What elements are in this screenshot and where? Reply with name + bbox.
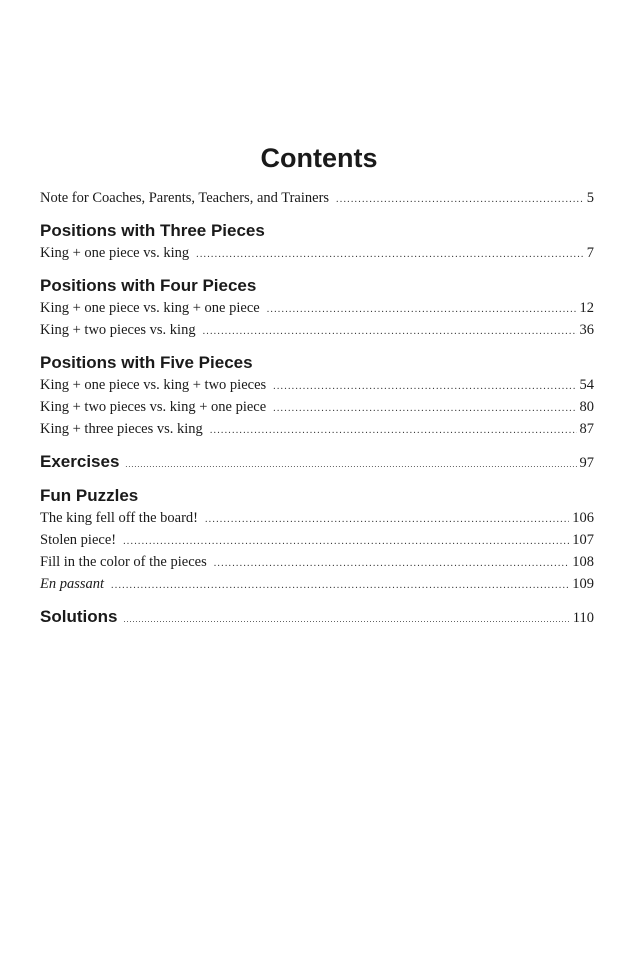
dot-leader xyxy=(203,321,577,343)
dot-leader xyxy=(336,189,584,211)
section-heading-four-pieces: Positions with Four Pieces xyxy=(40,276,257,295)
section-heading-three-pieces: Positions with Three Pieces xyxy=(40,221,265,240)
section-heading-fun-puzzles: Fun Puzzles xyxy=(40,486,139,505)
toc-entry-exercises xyxy=(40,451,594,474)
dot-leader xyxy=(196,244,584,266)
toc-page-number: 54 xyxy=(579,377,594,393)
toc-page-number: 110 xyxy=(572,610,594,626)
toc-entry-label: King + one piece vs. king + two pieces xyxy=(40,377,267,393)
toc-entry-label: Fill in the color of the pieces xyxy=(40,554,207,570)
toc-page-number: 80 xyxy=(579,399,594,415)
toc-entry xyxy=(40,529,594,551)
toc-entry-label: King + three pieces vs. king xyxy=(40,421,203,437)
section-heading-solutions: Solutions xyxy=(40,607,118,626)
toc-entry xyxy=(40,374,594,396)
dot-leader xyxy=(205,509,569,531)
toc-entry xyxy=(40,297,594,319)
toc-entry-label: King + one piece vs. king + one piece xyxy=(40,300,260,316)
toc-entry xyxy=(40,507,594,529)
section-heading-exercises: Exercises xyxy=(40,452,120,471)
toc-page-number: 108 xyxy=(572,554,594,570)
toc-entry-intro xyxy=(40,187,594,209)
toc-page-number: 7 xyxy=(586,245,594,261)
toc-page-number: 106 xyxy=(572,510,594,526)
toc-entry-solutions xyxy=(40,606,594,629)
dot-leader xyxy=(214,553,570,575)
dot-leader xyxy=(123,531,569,553)
toc-page-number: 97 xyxy=(579,455,594,471)
dot-leader xyxy=(123,609,569,631)
toc-entry-label: En passant xyxy=(40,576,105,592)
toc-page-number: 36 xyxy=(579,322,594,338)
toc-page-number: 87 xyxy=(579,421,594,437)
page-title: Contents xyxy=(260,143,378,173)
toc-entry xyxy=(40,573,594,595)
toc-entry-label: Note for Coaches, Parents, Teachers, and Trainers xyxy=(40,190,330,206)
toc-entry xyxy=(40,319,594,341)
toc-page-number: 5 xyxy=(586,190,594,206)
toc-entry xyxy=(40,242,594,264)
toc-page-number: 12 xyxy=(579,300,594,316)
dot-leader xyxy=(267,299,577,321)
table-of-contents xyxy=(40,187,594,629)
toc-entry xyxy=(40,396,594,418)
dot-leader xyxy=(273,398,576,420)
dot-leader xyxy=(273,376,576,398)
toc-entry-label: The king fell off the board! xyxy=(40,510,198,526)
toc-page-number: 107 xyxy=(572,532,594,548)
dot-leader xyxy=(111,575,569,597)
toc-entry xyxy=(40,418,594,440)
dot-leader xyxy=(210,420,577,442)
section-heading-five-pieces: Positions with Five Pieces xyxy=(40,353,253,372)
toc-entry xyxy=(40,551,594,573)
dot-leader xyxy=(125,454,576,476)
toc-entry-label: King + one piece vs. king xyxy=(40,245,190,261)
toc-page-number: 109 xyxy=(572,576,594,592)
toc-entry-label: Stolen piece! xyxy=(40,532,117,548)
toc-entry-label: King + two pieces vs. king xyxy=(40,322,196,338)
toc-entry-label: King + two pieces vs. king + one piece xyxy=(40,399,267,415)
